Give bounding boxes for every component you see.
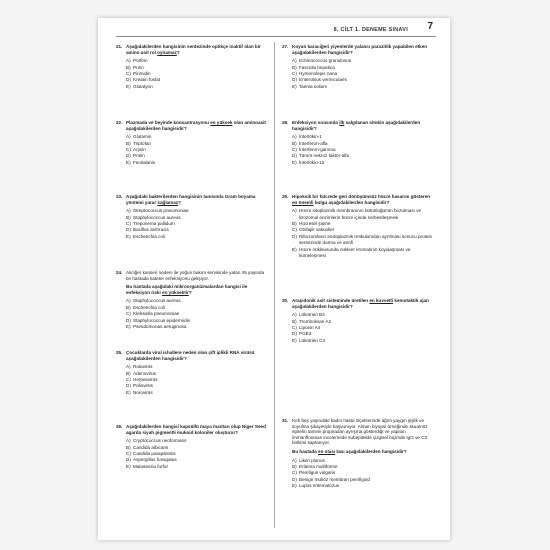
option-letter: D) xyxy=(126,317,131,323)
option-letter: A) xyxy=(292,58,297,64)
option-text: İnterferon-alfa xyxy=(299,140,328,146)
option-text: Pirimidin xyxy=(133,71,151,76)
question-stem xyxy=(292,120,436,131)
option-text: Hücre nükleusunda nükleer kromatinin koyulaşması ve kümeleşmesi xyxy=(299,246,411,259)
question-stem-text: Çocuklarda viral ishallere neden olan çift iplikli RNA virüsü aşağıdakilerden hangisidir? xyxy=(126,350,255,361)
option-letter: A) xyxy=(126,364,131,370)
emphasized-keyword: en önemli xyxy=(292,199,314,205)
option-text: Glutatyon xyxy=(133,83,153,89)
answer-option[interactable] xyxy=(292,338,436,344)
question-stem xyxy=(126,44,270,55)
option-text: Hücre sitoplazmik membranının bütünlüğünün bozulması ve lizozomal enzimlerin hücre içinde serbestleşmesi xyxy=(299,208,422,220)
option-text: Streptococcus pneumoniae xyxy=(133,208,189,214)
answer-option[interactable] xyxy=(126,390,270,396)
option-text: Poliovirüs xyxy=(133,383,153,389)
option-letter: B) xyxy=(292,463,297,469)
option-letter: E) xyxy=(126,233,131,239)
option-text: Rotavirüs xyxy=(133,364,153,370)
question-number: 28. xyxy=(282,120,289,125)
option-text: İnterlökin-12 xyxy=(299,159,325,165)
option-letter: B) xyxy=(292,140,297,146)
option-text: Lökotrien B4 xyxy=(299,312,325,318)
option-text: Taenia solium xyxy=(299,83,328,89)
question-stem-text: Araşidonik asit sisteminde üretilen xyxy=(292,298,370,303)
option-text: Staphylococcus epidermidis xyxy=(133,317,190,323)
question-header xyxy=(116,194,270,205)
option-text: Enterobius vermicularis xyxy=(299,77,347,83)
option-letter: D) xyxy=(126,383,131,389)
option-text: Hymenolepis nana xyxy=(299,71,338,76)
option-letter: C) xyxy=(126,311,131,317)
question-number: 27. xyxy=(282,44,289,49)
option-letter: B) xyxy=(126,64,131,70)
option-letter: D) xyxy=(126,153,131,159)
question-stem-text: Bu hastada xyxy=(292,448,319,454)
option-letter: A) xyxy=(292,208,297,214)
answer-options xyxy=(126,364,270,396)
option-letter: C) xyxy=(292,147,297,152)
answer-option[interactable] xyxy=(126,84,270,90)
option-letter: D) xyxy=(292,476,297,482)
question-header xyxy=(116,44,270,55)
answer-option[interactable] xyxy=(126,234,270,240)
option-text: Pürin xyxy=(133,64,144,70)
option-text: Kreatin fosfat xyxy=(133,77,161,83)
question-stem xyxy=(292,298,436,309)
answer-options xyxy=(292,458,436,490)
option-letter: A) xyxy=(292,312,297,318)
emphasized-keyword: sağlamaz xyxy=(157,199,179,205)
option-letter: D) xyxy=(126,457,131,463)
question-stem-text: olan aminoasit aşağıdakilerden hangisidir? xyxy=(126,120,266,131)
option-letter: E) xyxy=(126,83,131,89)
option-text: Escherichia coli xyxy=(133,304,165,310)
option-text: Candida parapsilosis xyxy=(133,451,176,456)
option-text: Escherichia coli xyxy=(133,233,165,239)
question-25 xyxy=(116,350,270,396)
option-letter: A) xyxy=(126,58,131,64)
option-text: Pseudomonas aeruginosa xyxy=(133,324,187,329)
question-stem-text: ? xyxy=(188,289,192,295)
option-letter: C) xyxy=(126,451,131,456)
question-number: 22. xyxy=(116,120,123,125)
question-stem-text: Aşağıdaki bakterilerden hangisinin tanısında Gram boyama yöntemi yarar xyxy=(126,194,256,205)
question-stem-text: salgılanan sitokin aşağıdakilerden hangisidir? xyxy=(292,120,421,131)
answer-option[interactable] xyxy=(292,247,436,260)
question-header xyxy=(116,350,270,361)
option-letter: D) xyxy=(292,233,297,239)
option-text: Pemfigus vulgaris xyxy=(299,470,336,476)
answer-option[interactable] xyxy=(292,234,436,247)
option-text: Tümör nekroz faktör-alfa xyxy=(299,153,350,159)
option-text: İnterferon-gamma xyxy=(299,147,336,152)
answer-options xyxy=(126,438,270,470)
answer-options xyxy=(126,208,270,240)
option-text: Staphylococcus aureus xyxy=(133,298,181,304)
option-text: Lipoxin A4 xyxy=(299,325,321,330)
option-text: Fenilalanin xyxy=(133,159,156,165)
question-stem xyxy=(292,44,436,55)
emphasized-keyword: ilk xyxy=(339,120,345,125)
option-text: Lupus eritematozus xyxy=(299,483,340,489)
question-30 xyxy=(282,298,436,344)
option-letter: D) xyxy=(292,331,297,337)
option-text: Klebsiella pneumoniae xyxy=(133,311,180,317)
option-text: Candida albicans xyxy=(133,444,169,450)
option-letter: B) xyxy=(292,221,297,226)
question-stem-text: kemotaktik ajan aşağıdakilerden hangisidir? xyxy=(292,298,429,309)
question-31 xyxy=(282,418,436,490)
question-stem xyxy=(292,194,436,205)
option-letter: C) xyxy=(292,227,297,233)
question-number: 26. xyxy=(116,424,123,429)
question-27 xyxy=(282,44,436,90)
option-letter: A) xyxy=(292,134,297,140)
question-number: 24. xyxy=(116,270,123,275)
question-22 xyxy=(116,120,270,166)
option-letter: E) xyxy=(126,389,131,395)
question-stem-text: Aşağıdakilerden hangisi kapsüllü maya mantarı olup Niger Seed agarda siyah pigmentli mukoid koloniler oluşturur? xyxy=(126,424,266,435)
question-28 xyxy=(282,120,436,166)
option-letter: C) xyxy=(292,325,297,330)
answer-options xyxy=(126,298,270,330)
option-text: Cryptococcus neoformans xyxy=(133,438,187,444)
option-text: Eritema multiforme xyxy=(299,463,338,469)
header-rule xyxy=(116,36,436,37)
question-number: 29. xyxy=(282,194,289,199)
option-text: Malassezia furfur xyxy=(133,463,168,469)
question-stem-text: Plazmada ve beyinde konsantrasyonu xyxy=(126,120,211,125)
exam-title: 8. CİLT 1. DENEME SINAVI xyxy=(333,27,408,33)
answer-option[interactable] xyxy=(126,324,270,330)
question-header xyxy=(116,270,270,283)
question-header xyxy=(116,120,270,131)
question-stem xyxy=(126,424,270,435)
option-text: Arjinin xyxy=(133,147,146,152)
answer-option[interactable] xyxy=(126,160,270,166)
answer-options xyxy=(126,134,270,166)
answer-option[interactable] xyxy=(292,160,436,166)
option-text: Triptofan xyxy=(133,140,151,146)
column-divider xyxy=(274,42,275,528)
option-letter: A) xyxy=(126,438,131,444)
answer-options xyxy=(126,58,270,90)
option-text: Norovirüs xyxy=(133,389,153,395)
option-letter: A) xyxy=(292,457,297,463)
question-header xyxy=(282,194,436,205)
option-letter: A) xyxy=(126,298,131,304)
option-text: Ribozomların endoplazmik retikulumdan ayrılması sonucu protein sentezinde durma ve atrofi xyxy=(299,233,433,246)
option-text: Bacillus anthracis xyxy=(133,227,169,233)
option-letter: D) xyxy=(126,77,131,83)
page-header xyxy=(98,18,450,40)
question-case-text: Akciğer kanseri nedeni ile yoğun bakım servisinde yatan 45 yaşında bir hastada kateter enfeksiyonu gelişiyor. xyxy=(126,270,265,281)
answer-option[interactable] xyxy=(292,208,436,221)
option-letter: C) xyxy=(126,221,131,226)
question-stem xyxy=(126,194,270,205)
question-header xyxy=(282,298,436,309)
option-text: Fasciola hepatica xyxy=(299,64,335,70)
option-text: Liken planus xyxy=(299,457,325,463)
option-letter: B) xyxy=(126,370,131,376)
answer-options xyxy=(292,312,436,344)
option-text: Staphylococcus aureus xyxy=(133,214,181,220)
question-header xyxy=(282,120,436,131)
option-text: Hücresel şişme xyxy=(299,221,331,226)
question-header xyxy=(282,44,436,55)
option-text: Benign müköz membran pemfigoid xyxy=(299,476,370,482)
question-stem-text: ? xyxy=(176,49,180,55)
answer-options xyxy=(292,58,436,90)
question-stem xyxy=(126,350,270,361)
option-letter: E) xyxy=(292,83,297,89)
option-letter: D) xyxy=(292,153,297,159)
question-stem-text: Aşağıdakilerden hangisinin sentezinde optikçe inaktif olan bir amino asit rol xyxy=(126,44,261,55)
option-letter: D) xyxy=(292,77,297,83)
exam-page xyxy=(98,18,450,540)
option-letter: E) xyxy=(292,246,297,252)
question-stem xyxy=(126,284,270,295)
option-letter: B) xyxy=(292,318,297,324)
option-letter: E) xyxy=(292,483,297,489)
option-letter: E) xyxy=(292,159,297,165)
answer-option[interactable] xyxy=(292,483,436,489)
emphasized-keyword: oynamaz xyxy=(157,49,177,55)
question-number: 31. xyxy=(282,418,289,423)
question-stem-text: Koyun karaciğeri yiyenlerde yalancı parazitlik yapabilen etken aşağıdakilerden hangisidir? xyxy=(292,44,428,55)
option-text: Porfirin xyxy=(133,58,148,64)
option-text: Herpesvirüs xyxy=(133,377,158,382)
question-stem-text: Hipoksik bir hücrede geri dönüşümsüz hücre hasarını gösteren xyxy=(292,194,431,199)
option-letter: D) xyxy=(126,227,131,233)
option-letter: C) xyxy=(126,71,131,76)
option-letter: E) xyxy=(126,324,131,329)
option-text: Otofajik vakuoller xyxy=(299,227,335,233)
answer-options xyxy=(292,208,436,259)
option-letter: A) xyxy=(126,134,131,140)
option-letter: C) xyxy=(126,377,131,382)
option-letter: B) xyxy=(126,304,131,310)
option-text: Aspergillus fumigatus xyxy=(133,457,177,463)
option-letter: C) xyxy=(292,71,297,76)
option-letter: B) xyxy=(126,214,131,220)
question-26 xyxy=(116,424,270,470)
option-text: Prolin xyxy=(133,153,145,159)
option-text: Echinococcus granulosus xyxy=(299,58,352,64)
answer-option[interactable] xyxy=(292,84,436,90)
question-29 xyxy=(282,194,436,259)
option-text: PGE2 xyxy=(299,331,312,337)
page-number: 7 xyxy=(427,21,433,32)
question-number: 21. xyxy=(116,44,123,49)
question-header xyxy=(116,424,270,435)
option-text: Lökotrien C4 xyxy=(299,337,326,343)
question-24 xyxy=(116,270,270,330)
question-stem-text: ? xyxy=(178,199,181,205)
emphasized-keyword: en yüksek xyxy=(210,120,233,125)
emphasized-keyword: en kuvvetli xyxy=(369,298,394,303)
option-letter: E) xyxy=(292,337,297,343)
option-letter: A) xyxy=(126,208,131,214)
question-stem xyxy=(292,449,436,455)
answer-option[interactable] xyxy=(126,464,270,470)
question-case-text: Kırk beş yaşındaki kadın hasta ölçeklerinde ağrılı yaygın şişlik ve soyulma şikayetiyle başvuruyor. Alınan biyopsi örneğinde skuamöz epitelin tamimi propriadan ayrışma gösterdiği ve yapılan immünfloresan incelemede subepitelde çizgisel biçimde IgG ve C3 birikimi saptanıyor. xyxy=(292,418,428,446)
option-text: Tromboksan A2 xyxy=(299,318,332,324)
emphasized-keyword: en olası xyxy=(318,448,336,454)
question-stem-text: bulgu aşağıdakilerden hangisidir? xyxy=(313,199,390,205)
option-letter: B) xyxy=(126,444,131,450)
option-letter: C) xyxy=(292,470,297,476)
question-number: 25. xyxy=(116,350,123,355)
answer-options xyxy=(292,134,436,166)
question-stem-text: Bu hastada aşağıdaki mikroorganizmalardan hangisi ile enfeksiyon riski xyxy=(126,284,248,295)
option-letter: B) xyxy=(126,140,131,146)
option-letter: E) xyxy=(126,159,131,165)
question-number: 23. xyxy=(116,194,123,199)
option-letter: B) xyxy=(292,64,297,70)
option-letter: E) xyxy=(126,463,131,469)
question-stem xyxy=(126,120,270,131)
question-stem-text: tanı aşağıdakilerden hangisidir? xyxy=(335,448,407,454)
option-letter: C) xyxy=(126,147,131,152)
option-text: Adenovirüs xyxy=(133,370,156,376)
option-text: İnterlökin-1 xyxy=(299,134,322,140)
question-number: 30. xyxy=(282,298,289,303)
option-text: Glutamin xyxy=(133,134,152,140)
question-21 xyxy=(116,44,270,90)
option-text: Treponema pallidum xyxy=(133,221,175,226)
question-stem-text: Enfeksiyon sırasında xyxy=(292,120,340,125)
question-23 xyxy=(116,194,270,240)
question-header xyxy=(282,418,436,448)
emphasized-keyword: en yüksektir xyxy=(162,289,189,295)
